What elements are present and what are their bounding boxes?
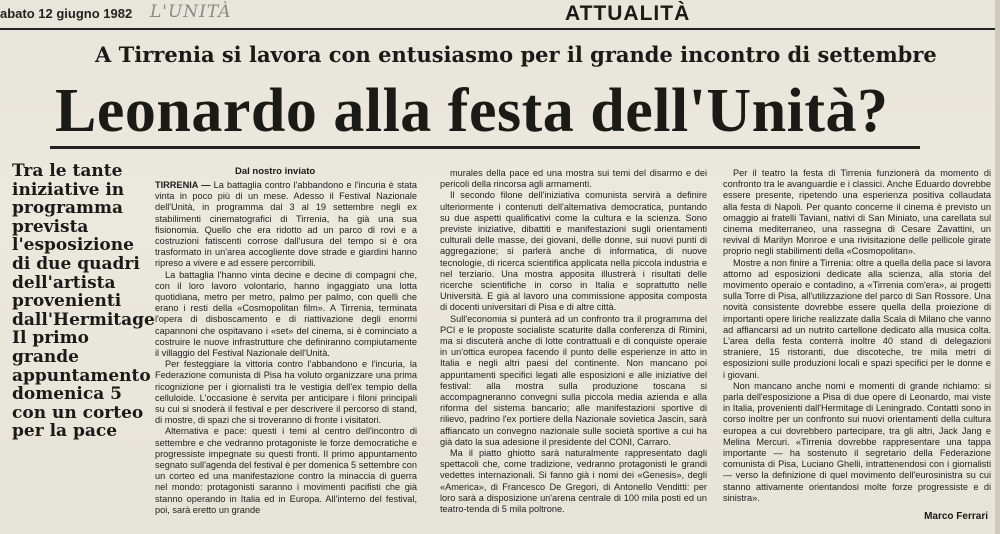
date-line: abato 12 giugno 1982	[0, 6, 133, 21]
article-headline: Leonardo alla festa dell'Unità?	[55, 77, 889, 145]
masthead: L'UNITÀ	[150, 2, 232, 22]
paragraph: TIRRENIA — La battaglia contro l'abbandono e l'incuria è stata vinta in poco più di un mese. Adesso il Festival Nazionale dell'Unità, in programma dal 3 al 19 settembre negli ex stabilimenti cinematografici di Tirrenia, ha già una sua fisionomia. Quello che era ridotto ad un parco di rovi e a costruzioni fatiscenti corrose dall'usura del tempo si è ora trasformato in un'area accogliente dove strade e giardini hanno ripreso a vivere e ad essere percorribili.	[155, 180, 417, 269]
section-title: ATTUALITÀ	[565, 2, 691, 25]
author-signature: Marco Ferrari	[924, 511, 988, 522]
sidebar-text: Tra le tante iniziative in programma prevista l'esposizione di due quadri dell'artista provenienti dall'Hermitage Il primo grande appuntamento domenica 5 con un corteo per la pace	[12, 161, 155, 442]
page-edge	[995, 0, 1000, 534]
headline-underline	[50, 146, 920, 149]
city-label: TIRRENIA —	[155, 180, 211, 190]
paragraph: La battaglia l'hanno vinta decine e decine di compagni che, con il loro lavoro volontario, hanno ingaggiato una lotta quotidiana, metro per metro, palmo per palmo, con quelli che erano i resti della «Cosmopolitan film». A Tirrenia, terminata l'opera di disboscamento e di riattivazione degli enormi capannoni che ospitavano i «set» del cinema, si è cominciato a costruire le nuove infrastrutture che definiranno compiutamente il villaggio del Festival Nazionale dell'Unità.	[155, 269, 417, 359]
top-divider	[0, 28, 1000, 30]
article-kicker: A Tirrenia si lavora con entusiasmo per il grande incontro di settembre	[95, 42, 937, 67]
paragraph: Sull'economia si punterà ad un confronto tra il programma del PCI e le proposte socialiste scaturite dalla conferenza di Rimini, ma si discuterà anche di lotte contrattuali e di conquiste operaie in un'ottica europea facendo il punto delle esperienze in atto in Italia e negli altri paesi del continente. Non mancano poi appuntamenti specifici legati alle esposizioni e alle iniziative del festival: alla mostra sulla produzione toscana si accompagneranno convegni sulla piccola media azienda e alla riforma del sistema bancario; alle manifestazioni sportive di rilievo, padrino l'ex portiere della Nazionale sovietica Jascin, sarà affiancato un convegno nazionale sulle società sportive a cui ha già dato la sua adesione il presidente del CONI, Carraro.	[440, 313, 707, 447]
text-column-2	[440, 168, 707, 515]
paragraph: Mostre a non finire a Tirrenia: oltre a quella della pace si lavora attorno ad esposizioni dedicate alla scienza, alla storia del movimento operaio e contadino, a «Tirrenia com'era», ai progetti sulla Torre di Pisa, all'utilizzazione del parco di San Rossore. Una novità consistente dovrebbe essere quella della proiezione di importanti opere liriche realizzate dalla Scala di Milano che vanno ad affiancarsi ad un nutrito cartellone dedicato alla musica colta. L'area della festa conterrà inoltre 40 stand di delegazioni straniere, 15 ristoranti, due discoteche, tre mila metri di esposizioni sulle produzioni locali e spazi specifici per le donne e i giovani.	[723, 257, 991, 380]
paragraph: Per il teatro la festa di Tirrenia funzionerà da momento di confronto tra le avanguardie e i classici. Anche Eduardo dovrebbe essere presente, ripetendo una esperienza positiva collaudata alla festa di Napoli. Per quanto concerne il cinema è previsto un omaggio ai fratelli Taviani, nativi di San Miniato, una carellata sul cinema mediterraneo, una rassegna di Cesare Zavattini, un revival di Marilyn Monroe e una rivisitazione delle pellicole girate proprio negli stabilimenti della «Cosmopolitan».	[723, 168, 991, 257]
article-sidebar	[12, 161, 155, 442]
paragraph: Alternativa e pace: questi i temi al centro dell'incontro di settembre e che vedranno protagoniste le forze democratiche e progressiste impegnate su questi fronti. Il primo appuntamento segnato sull'agenda del festival è per domenica 5 settembre con un corteo ed una manifestazione contro la minaccia di guerra nel mondo: protagonisti saranno i movimenti pacifisti che già stanno operando in Italia ed in Europa. All'interno del festival, poi, sarà eretto un grande	[155, 426, 417, 515]
text-column-1	[155, 180, 417, 516]
paragraph: murales della pace ed una mostra sui temi del disarmo e dei pericoli della rincorsa agli armamenti.	[440, 168, 707, 190]
paragraph: Non mancano anche nomi e momenti di grande richiamo: si parla dell'esposizione a Pisa di due opere di Leonardo, mai viste in Italia, provenienti dall'Hermitage di Leningrado. Contatti sono in corso inoltre per un confronto sui nuovi orientamenti della cultura europea a cui dovrebbero partecipare, tra gli altri, Jack Jang e Melina Mercuri. «Tirrenia dovrebbe rappresentare una tappa importante — ha sostenuto il segretario della Federazione comunista di Pisa, Luciano Ghelli, intrattenendosi con i giornalisti — verso la definizione di quel movimento dell'eurosinistra su cui stanno attivamente orientandosi molte forze progressiste e di sinistra».	[723, 380, 991, 503]
text-column-3	[723, 168, 991, 504]
paragraph: Il secondo filone dell'iniziativa comunista servirà a definire ulteriormente i contenuti dell'alternativa democratica, puntando su due aspetti qualificativi come la cultura e la scienza. Sono previste iniziative, dibattiti e manifestazioni sugli orientamenti culturali delle masse, dei giovani, delle donne, sui nuovi punti di aggregazione; si parlerà anche di informatica, di nuove tecnologie, di ricerca scientifica applicata nella piccola industria e nel terziario. Una mostra apposita illustrerà i risultati delle ricerche scientifiche in corso in Italia e soprattutto nelle Università. E già al lavoro una commissione apposita composta di docenti universitari di Pisa e di altre città.	[440, 190, 707, 313]
byline: Dal nostro inviato	[235, 166, 316, 177]
paragraph: Ma il piatto ghiotto sarà naturalmente rappresentato dagli spettacoli che, come tradizione, vedranno protagonisti le grandi vedettes internazionali. Si fanno già i nomi dei «Genesis», degli «America», di Francesco De Gregori, di Antonello Venditti: per loro sarà a disposizione un'arena centrale di 100 mila posti ed un teatro-tenda di 5 mila poltrone.	[440, 448, 707, 515]
paragraph: Per festeggiare la vittoria contro l'abbandono e l'incuria, la Federazione comunista di Pisa ha voluto organizzare una prima ricognizione per i giornalisti tra le vestigia dell'ex tempio della celluloide. L'occasione è servita per anticipare i filoni principali su cui si snoderà il festival e per descrivere il percorso di stand, di mostre, di spazi che si troveranno di fronte i visitatori.	[155, 359, 417, 426]
